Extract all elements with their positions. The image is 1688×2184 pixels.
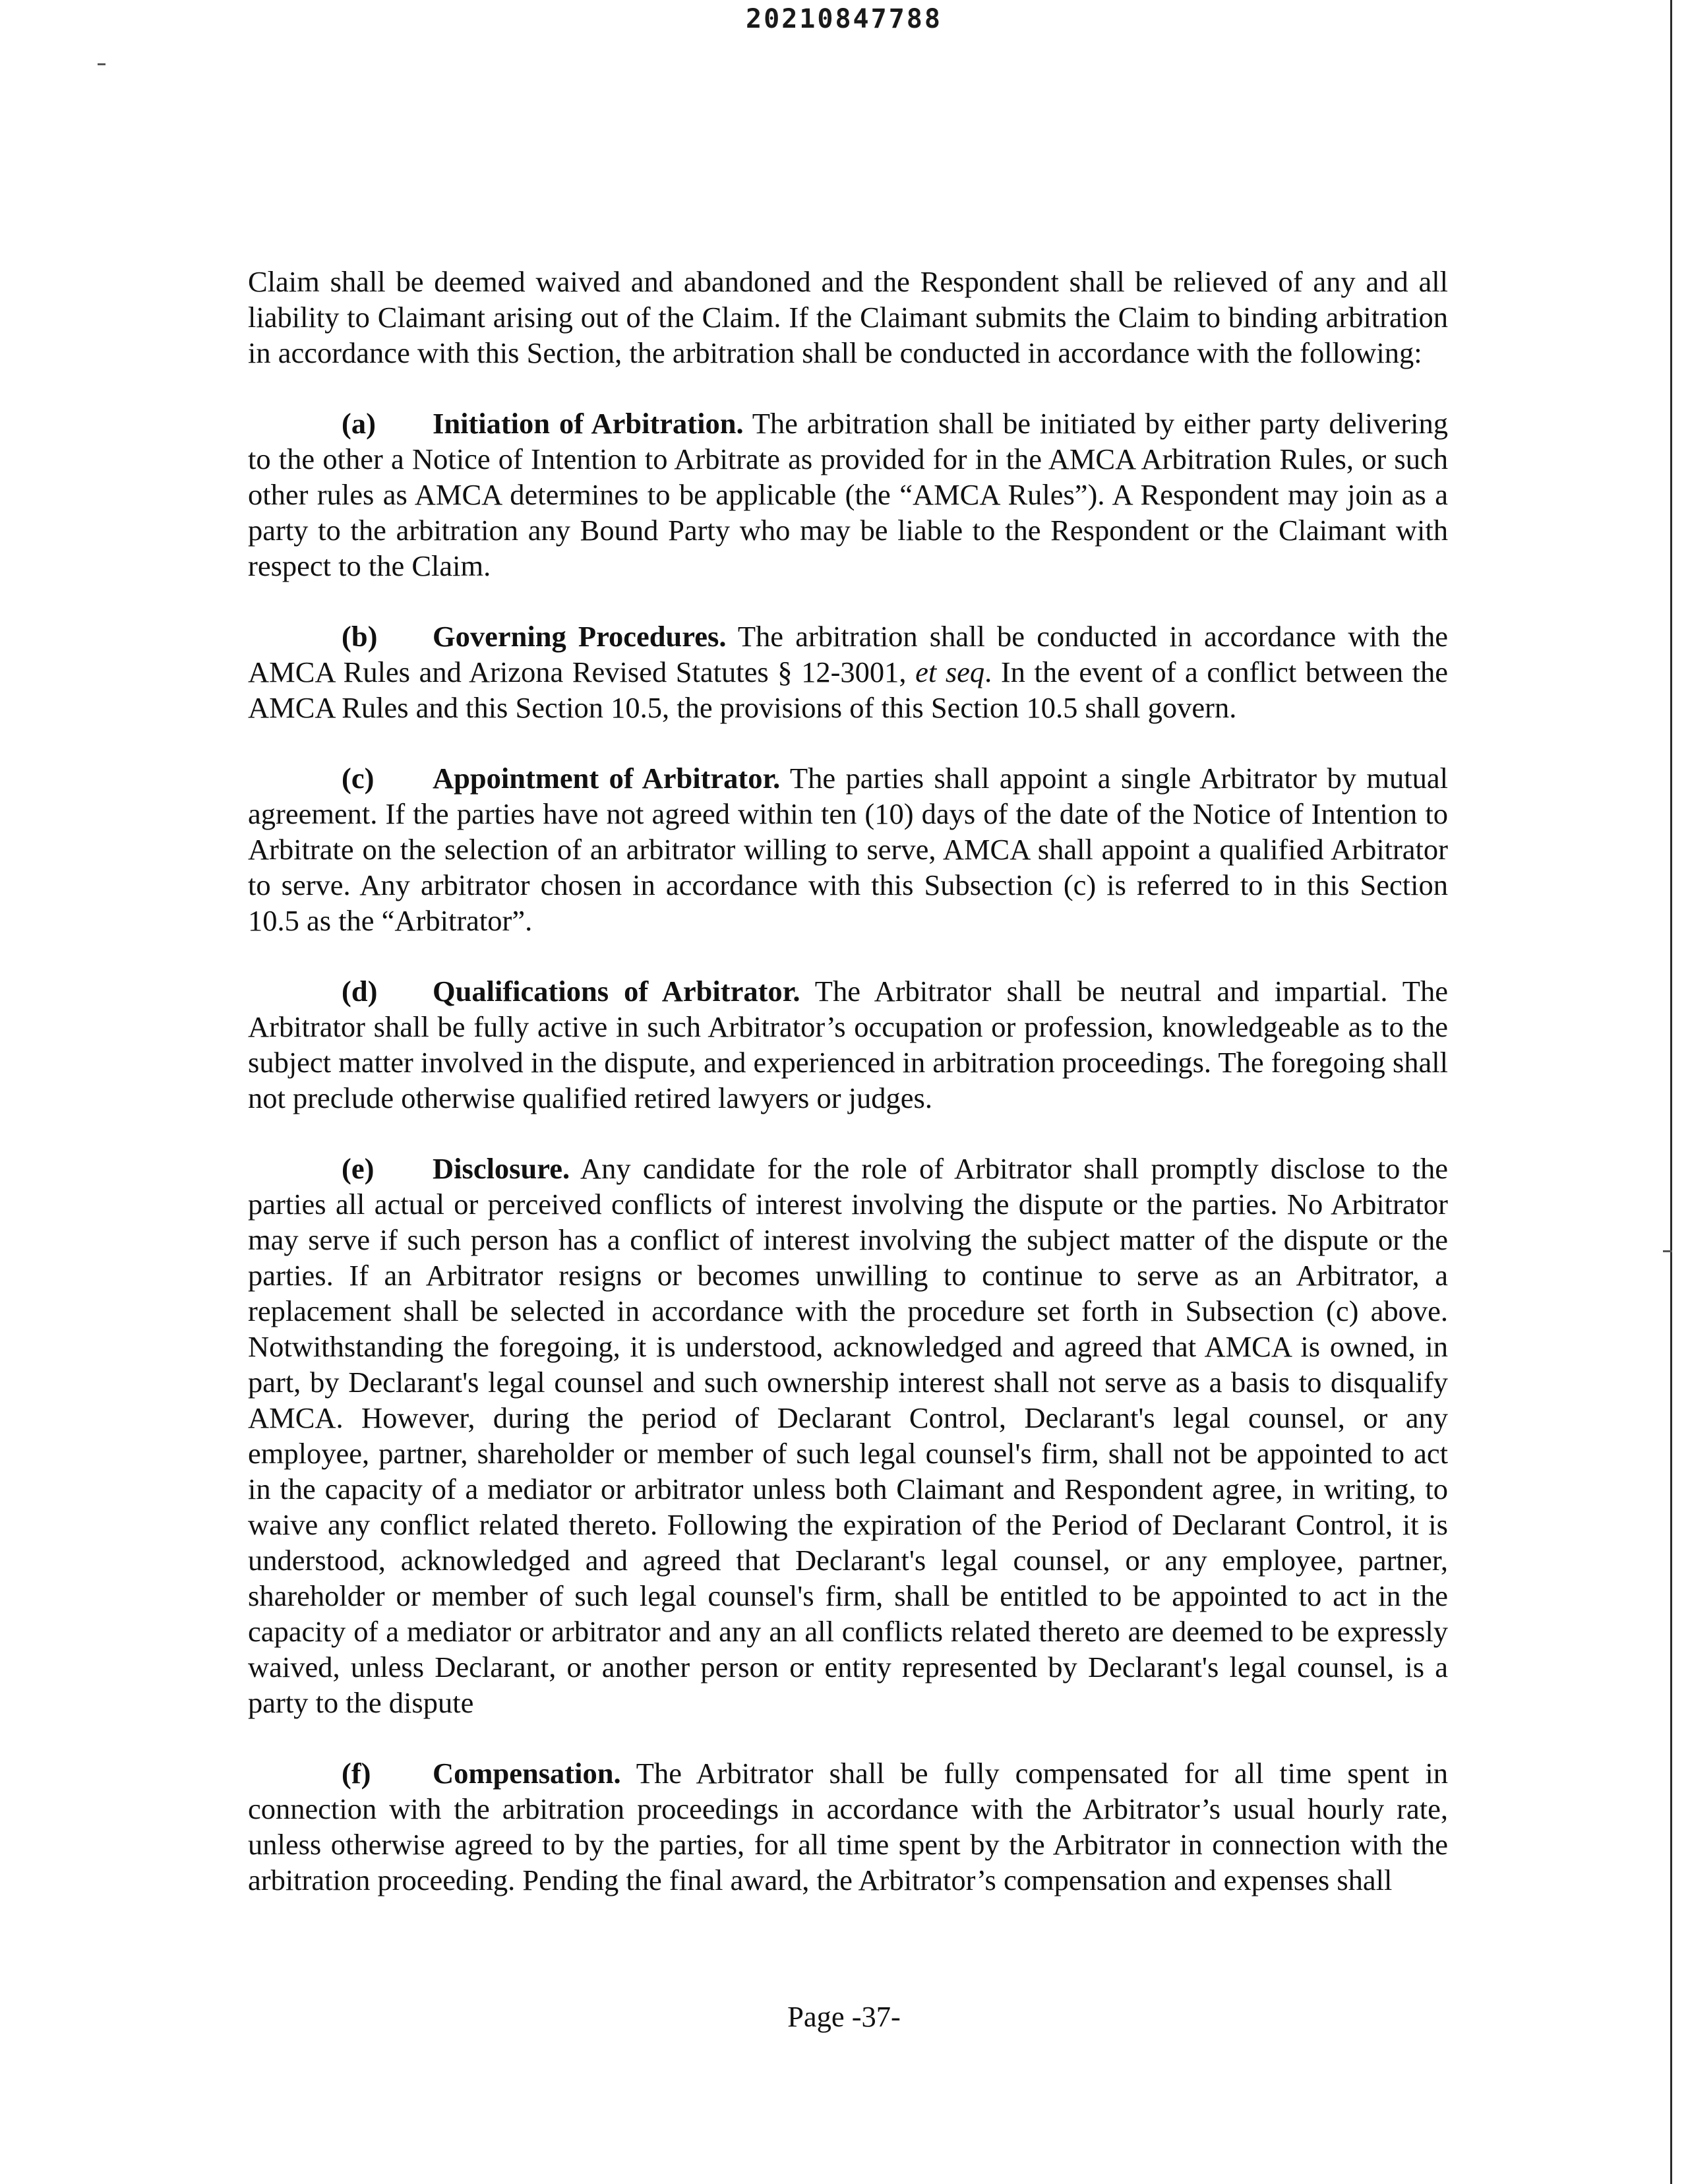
section-e [248,1151,1448,1720]
section-heading: Appointment of Arbitrator. [433,762,781,795]
section-a [248,406,1448,584]
section-text-italic: et seq [915,655,985,688]
document-body [248,264,1448,1933]
section-heading: Qualifications of Arbitrator. [433,975,800,1008]
section-letter: (a) [342,407,376,440]
page-number: Page -37- [787,2000,901,2033]
section-text: The arbitration shall be conducted in accordance with the AMCA Rules and Arizona Revised Statutes § 12-3001, [248,620,1449,688]
section-heading: Disclosure. [433,1152,570,1185]
section-d [248,973,1448,1116]
scan-edge-line [1670,0,1672,2184]
section-letter: (f) [342,1757,371,1790]
section-letter: (e) [342,1152,375,1185]
section-text-continued: . In the event of a conflict between the AMCA Rules and this Section 10.5, the provisions of this Section 10.5 shall govern. [248,655,1449,724]
scan-mark [98,63,106,65]
section-letter: (b) [342,620,378,653]
section-heading: Compensation. [433,1757,621,1790]
intro-paragraph: Claim shall be deemed waived and abandoned and the Respondent shall be relieved of any and all liability to Claimant arising out of the Claim. If the Claimant submits the Claim to binding arbitration in accordance with this Section, the arbitration shall be conducted in accordance with the following: [248,265,1448,369]
section-letter: (c) [342,762,375,795]
section-letter: (d) [342,975,378,1008]
section-text: The Arbitrator shall be fully compensated for all time spent in connection with the arbitration proceedings in accordance with the Arbitrator’s usual hourly rate, unless otherwise agreed to by the parties, for all time spent by the Arbitrator in connection with the arbitration proceeding. Pending the final award, the Arbitrator’s compensation and expenses shall [248,1757,1448,1896]
section-text: Any candidate for the role of Arbitrator shall promptly disclose to the parties all actual or perceived conflicts of interest involving the dispute or the parties. No Arbitrator may serve if such person has a conflict of interest involving the subject matter of the dispute or the parties. If an Arbitrator resigns or becomes unwilling to continue to serve as an Arbitrator, a replacement shall be selected in accordance with the procedure set forth in Subsection (c) above. Notwithstanding the foregoing, it is understood, acknowledged and agreed that AMCA is owned, in part, by Declarant's legal counsel and such ownership interest shall not serve as a basis to disqualify AMCA. However, during the period of Declarant Control, Declarant's legal counsel, or any employee, partner, shareholder or member of such legal counsel's firm, shall not be appointed to act in the capacity of a mediator or arbitrator unless both Claimant and Respondent agree, in writing, to waive any conflict related thereto. Following the expiration of the Period of Declarant Control, it is understood, acknowledged and agreed that Declarant's legal counsel, or any employee, partner, shareholder or member of such legal counsel's firm, shall be entitled to be appointed to act in the capacity of a mediator or arbitrator and any an all conflicts related thereto are deemed to be expressly waived, unless Declarant, or another person or entity represented by Declarant's legal counsel, is a party to the dispute [248,1152,1448,1719]
section-c [248,760,1448,938]
section-heading: Governing Procedures. [433,620,727,653]
section-text: The parties shall appoint a single Arbitrator by mutual agreement. If the parties have not agreed within ten (10) days of the date of the Notice of Intention to Arbitrate on the selection of an arbitrator willing to serve, AMCA shall appoint a qualified Arbitrator to serve. Any arbitrator chosen in accordance with this Subsection (c) is referred to in this Section 10.5 as the “Arbitrator”. [248,762,1449,937]
section-text: The arbitration shall be initiated by either party delivering to the other a Notice of Intention to Arbitrate as provided for in the AMCA Arbitration Rules, or such other rules as AMCA determines to be applicable (the “AMCA Rules”). A Respondent may join as a party to the arbitration any Bound Party who may be liable to the Respondent or the Claimant with respect to the Claim. [248,407,1448,582]
section-b [248,619,1448,725]
section-text: The Arbitrator shall be neutral and impartial. The Arbitrator shall be fully active in such Arbitrator’s occupation or profession, knowledgeable as to the subject matter involved in the dispute, and experienced in arbitration proceedings. The foregoing shall not preclude otherwise qualified retired lawyers or judges. [248,975,1448,1114]
scan-mark [1663,1250,1672,1252]
section-heading: Initiation of Arbitration. [433,407,744,440]
section-f [248,1755,1448,1898]
recording-number: 20210847788 [746,4,942,34]
